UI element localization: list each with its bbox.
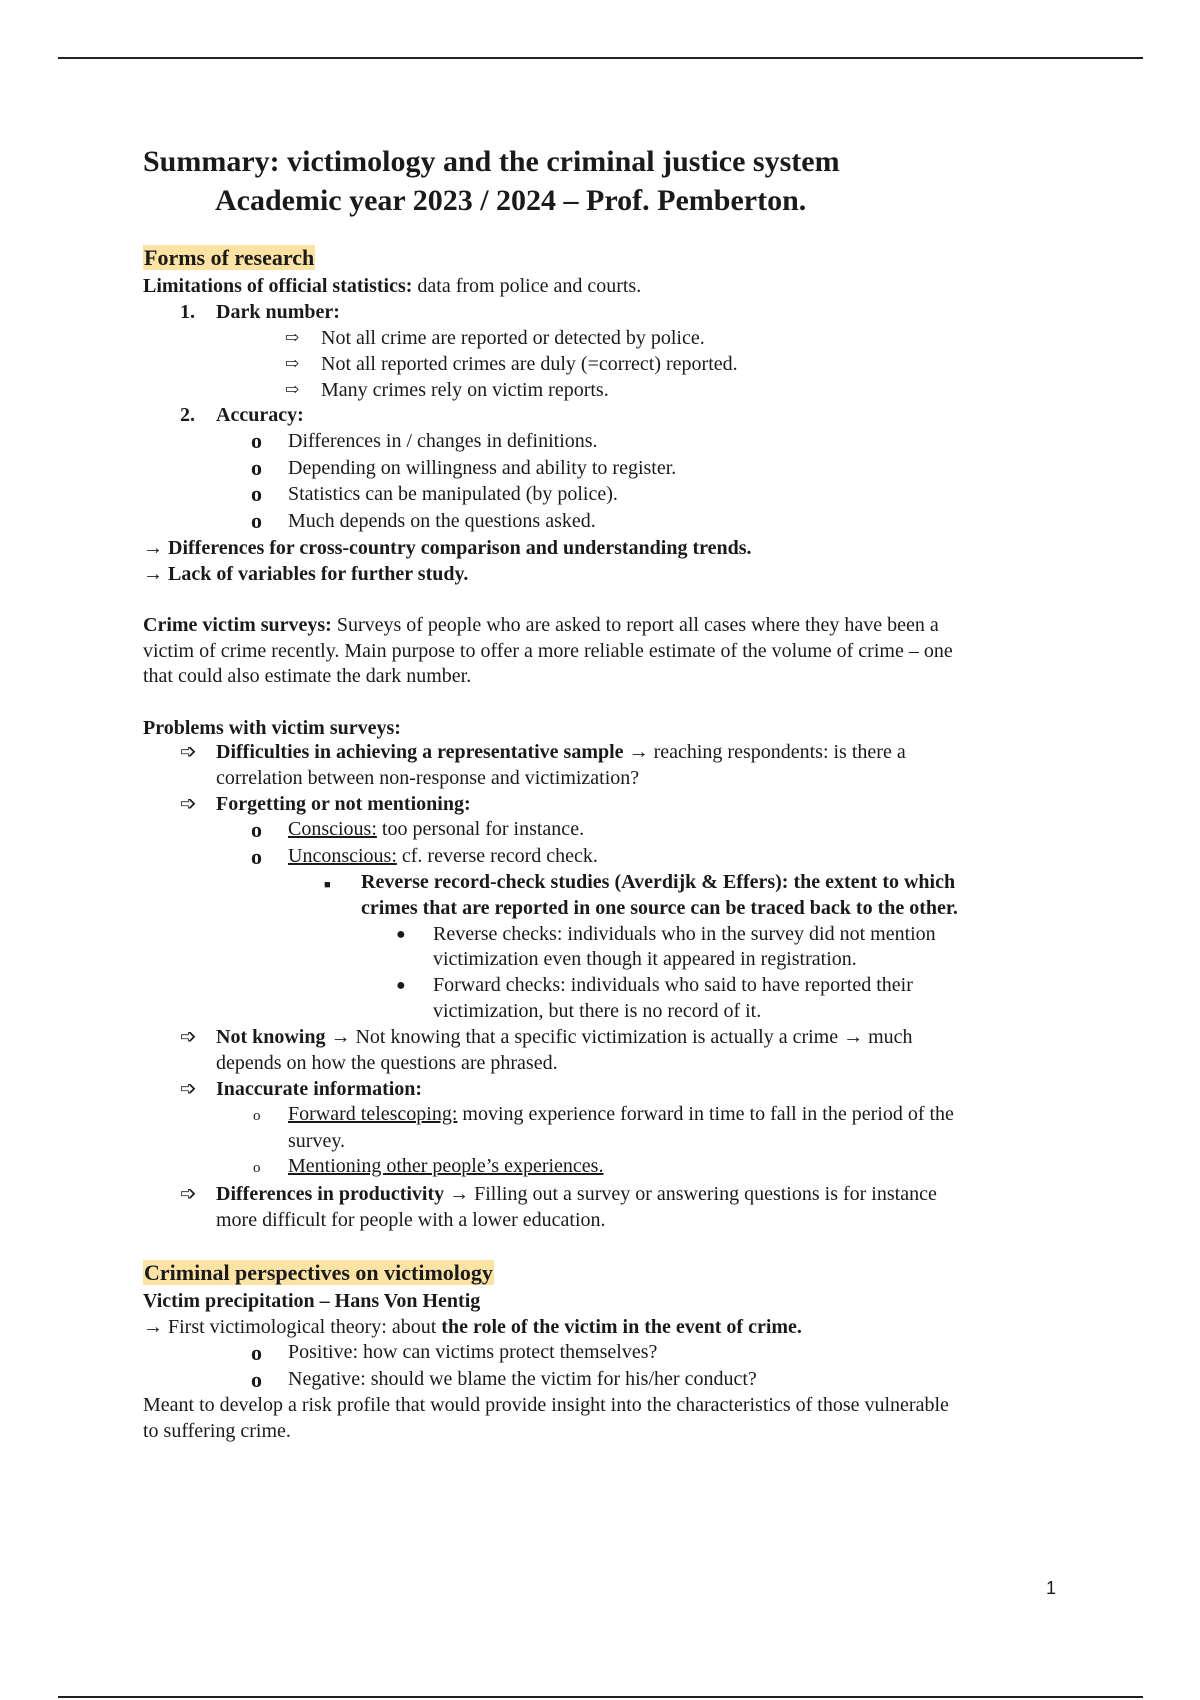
circle-bullet-icon: o	[251, 844, 262, 869]
paragraph-line: survey.	[288, 1130, 346, 1152]
list-item: Statistics can be manipulated (by police).	[288, 483, 618, 505]
doc-title: Summary: victimology and the criminal justice system	[143, 145, 840, 178]
underlined-term: Unconscious:	[288, 845, 397, 867]
list-item	[288, 816, 584, 842]
theory-line	[143, 1314, 802, 1340]
cvs-text: Surveys of people who are asked to report all cases where they have been a	[331, 614, 939, 636]
paragraph-line: victimization even though it appeared in registration.	[433, 948, 857, 970]
list-item	[288, 843, 598, 869]
list-item: Many crimes rely on victim reports.	[321, 379, 609, 401]
paragraph-line: victim of crime recently. Main purpose to offer a more reliable estimate of the volume of crime – one	[143, 640, 953, 662]
circle-bullet-icon: o	[253, 1108, 261, 1124]
problems-heading: Problems with victim surveys:	[143, 717, 401, 739]
problem-title: Not knowing	[216, 1026, 326, 1048]
problem-item	[216, 1024, 913, 1050]
paragraph-line: victimization, but there is no record of it.	[433, 1000, 762, 1022]
bold-arrow-icon: ➩	[180, 1026, 197, 1048]
highlight-forms: Forms of research	[144, 245, 315, 270]
list-item: Not all crime are reported or detected by police.	[321, 327, 705, 349]
term-text: cf. reverse record check.	[396, 845, 598, 867]
underlined-term: Mentioning other people’s experiences.	[288, 1155, 604, 1177]
circle-bullet-icon: o	[251, 1340, 262, 1365]
circle-bullet-icon: o	[253, 1160, 261, 1176]
paragraph-line: Meant to develop a risk profile that would provide insight into the characteristics of those vulnerable	[143, 1394, 949, 1416]
paragraph-line: correlation between non-response and victimization?	[216, 767, 640, 789]
list-item: Reverse record-check studies (Averdijk & Effers): the extent to which	[361, 871, 956, 893]
problem-title: Forgetting or not mentioning:	[216, 793, 471, 815]
bold-arrow-icon: ➩	[180, 741, 197, 763]
cvs-label: Crime victim surveys:	[143, 614, 332, 636]
problem-title: Inaccurate information:	[216, 1078, 423, 1100]
highlight-criminal: Criminal perspectives on victimology	[144, 1260, 493, 1285]
theory-bold: the role of the victim in the event of crime.	[441, 1316, 802, 1338]
list-item	[288, 1101, 954, 1127]
list-item: Not all reported crimes are duly (=correct) reported.	[321, 353, 738, 375]
underlined-term: Conscious:	[288, 818, 377, 840]
circle-bullet-icon: o	[251, 817, 262, 842]
subheading: Victim precipitation – Hans Von Hentig	[143, 1290, 481, 1312]
term-text: too personal for instance.	[376, 818, 585, 840]
problem-text: → Not knowing that a specific victimization is actually a crime → much	[325, 1026, 913, 1048]
circle-bullet-icon: o	[251, 1367, 262, 1392]
limitations-text: data from police and courts.	[412, 275, 642, 297]
paragraph-line: more difficult for people with a lower education.	[216, 1209, 606, 1231]
hollow-arrow-icon: ⇨	[285, 328, 300, 347]
section-heading-forms	[143, 245, 315, 272]
bottom-rule	[58, 1696, 1143, 1698]
page-number: 1	[1046, 1578, 1057, 1598]
limitations-label: Limitations of official statistics:	[143, 275, 413, 297]
problem-title: Differences in productivity	[216, 1183, 445, 1205]
theory-text: → First victimological theory: about	[143, 1316, 442, 1338]
paragraph-line: to suffering crime.	[143, 1420, 291, 1442]
list-item: Positive: how can victims protect themselves?	[288, 1341, 658, 1363]
bold-arrow-icon: ➩	[180, 793, 197, 815]
list-item: Differences in / changes in definitions.	[288, 430, 598, 452]
top-rule	[58, 57, 1143, 59]
problem-item	[216, 1181, 937, 1207]
list-item: Reverse checks: individuals who in the survey did not mention	[433, 923, 936, 945]
list-item: crimes that are reported in one source can be traced back to the other.	[361, 897, 958, 919]
hollow-arrow-icon: ⇨	[285, 380, 300, 399]
section-heading-criminal	[143, 1260, 494, 1287]
hollow-arrow-icon: ⇨	[285, 354, 300, 373]
list-item: Depending on willingness and ability to register.	[288, 457, 677, 479]
list-item: Forward checks: individuals who said to have reported their	[433, 974, 913, 996]
problem-text: → Filling out a survey or answering questions is for instance	[444, 1183, 937, 1205]
doc-subtitle: Academic year 2023 / 2024 – Prof. Pemberton.	[215, 184, 807, 217]
term-text: moving experience forward in time to fall in the period of the	[457, 1103, 954, 1125]
dot-bullet-icon: ●	[396, 977, 406, 994]
dark-number-label: Dark number:	[216, 301, 340, 323]
bold-arrow-icon: ➩	[180, 1183, 197, 1205]
circle-bullet-icon: o	[251, 455, 262, 480]
crime-victim-surveys-line	[143, 612, 939, 638]
limitations-line	[143, 273, 641, 299]
accuracy-num: 2.	[180, 404, 195, 426]
circle-bullet-icon: o	[251, 508, 262, 533]
bold-arrow-icon: ➩	[180, 1078, 197, 1100]
square-bullet-icon: ■	[324, 879, 331, 891]
paragraph-line: that could also estimate the dark number.	[143, 665, 472, 687]
problem-title: Difficulties in achieving a representative sample	[216, 741, 624, 763]
dark-number-num: 1.	[180, 301, 195, 323]
dot-bullet-icon: ●	[396, 926, 406, 943]
conclusion-line: → Differences for cross-country comparison and understanding trends.	[143, 537, 752, 559]
conclusion-line: → Lack of variables for further study.	[143, 563, 469, 585]
problem-item	[216, 739, 906, 765]
accuracy-label: Accuracy:	[216, 404, 304, 426]
list-item: Negative: should we blame the victim for his/her conduct?	[288, 1368, 757, 1390]
problem-text: → reaching respondents: is there a	[623, 741, 906, 763]
underlined-term: Forward telescoping:	[288, 1103, 458, 1125]
list-item: Much depends on the questions asked.	[288, 510, 596, 532]
paragraph-line: depends on how the questions are phrased.	[216, 1052, 558, 1074]
circle-bullet-icon: o	[251, 481, 262, 506]
circle-bullet-icon: o	[251, 428, 262, 453]
